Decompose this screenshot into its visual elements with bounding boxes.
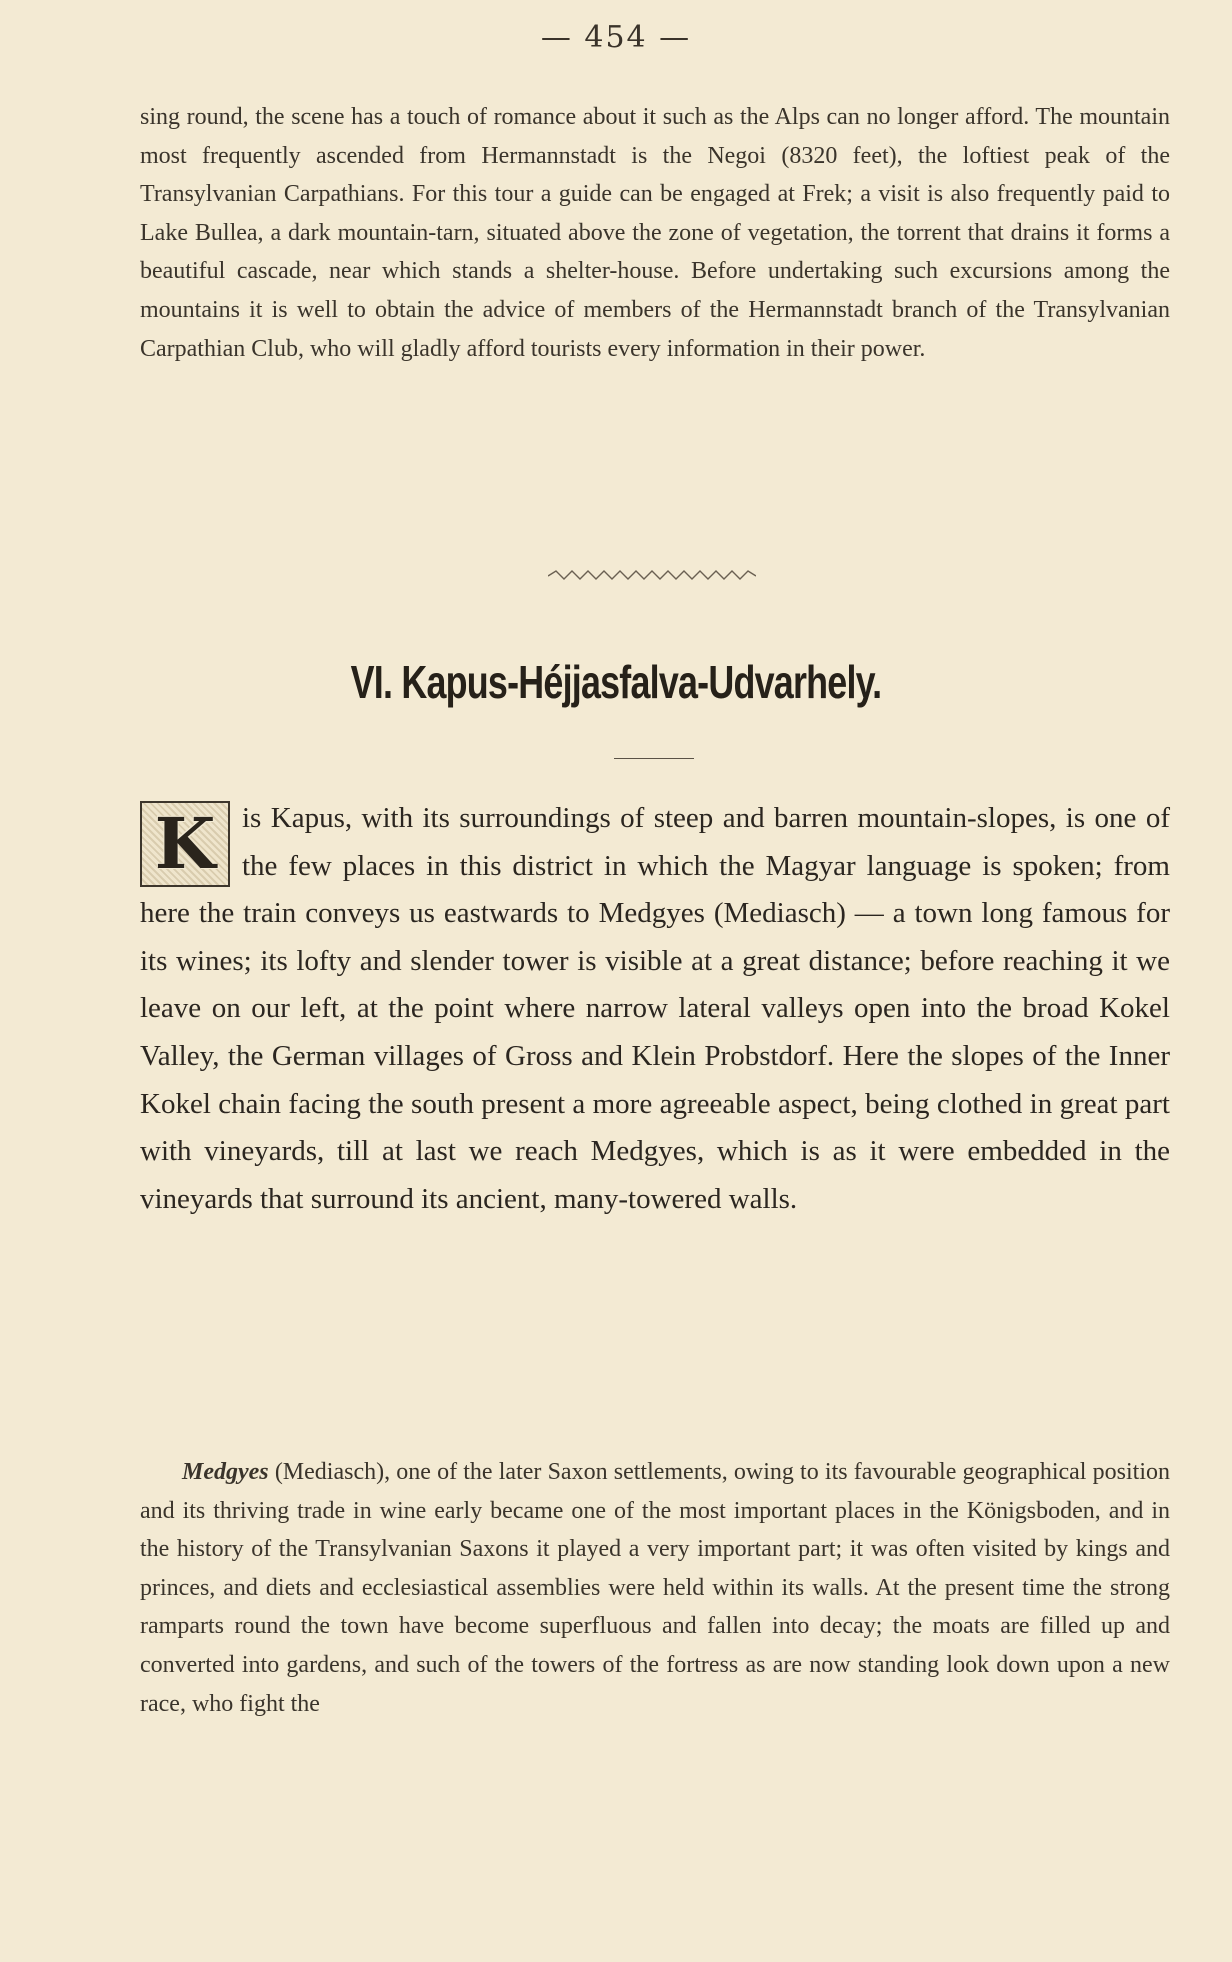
medgyes-paragraph-text: (Mediasch), one of the later Saxon settlements, owing to its favourable geographical position and its thriving trade in wine early became one of the most important places in the Königsboden, and in the history of the Transylvanian Saxons it played a very important part; it was often visited by kings and princes, and diets and ecclesiastical assemblies were held within its walls. At the present time the strong ramparts round the town have become superfluous and fallen into decay; the moats are filled up and converted into gardens, and such of the towers of the fortress as are now standing look down upon a new race, who fight the xyxy=(140,1459,1170,1717)
drop-cap xyxy=(140,801,230,887)
page-number: — 454 — xyxy=(540,20,692,55)
continued-paragraph: sing round, the scene has a touch of romance about it such as the Alps can no longer afford. The mountain most frequently ascended from Hermannstadt is the Negoi (8320 feet), the loftiest peak of the Transylvanian Carpathians. For this tour a guide can be engaged at Frek; a visit is also frequently paid to Lake Bullea, a dark mountain-tarn, situated above the zone of vegetation, the torrent that drains it forms a beautiful cascade, near which stands a shelter-house. Before undertaking such excursions among the mountains it is well to obtain the advice of members of the Hermannstadt branch of the Transylvanian Carpathian Club, who will gladly afford tourists every information in their power. xyxy=(140,104,1170,362)
medgyes-paragraph xyxy=(140,1453,1170,1723)
heading-rule xyxy=(614,758,694,759)
main-paragraph-text: is Kapus, with its surroundings of steep and barren mountain-slopes, is one of the few places in this district in which the Magyar language is spoken; from here the train conveys us eastwards to Medgyes (Mediasch) — a town long famous for its wines; its lofty and slender tower is visible at a great distance; before reaching it we leave on our left, at the point where narrow lateral valleys open into the broad Kokel Valley, the German villages of Gross and Klein Probstdorf. Here the slopes of the Inner Kokel chain facing the south present a more agreeable aspect, being clothed in great part with vineyards, till at last we reach Medgyes, which is as it were embedded in the vineyards that surround its ancient, many-towered walls. xyxy=(140,802,1170,1215)
section-divider-ornament xyxy=(548,568,756,584)
medgyes-lead-word: Medgyes xyxy=(182,1459,269,1485)
chapter-heading: VI. Kapus-Héjjasfalva-Udvarhely. xyxy=(350,656,882,708)
main-paragraph xyxy=(140,795,1170,1223)
drop-cap-letter: K xyxy=(154,802,216,885)
